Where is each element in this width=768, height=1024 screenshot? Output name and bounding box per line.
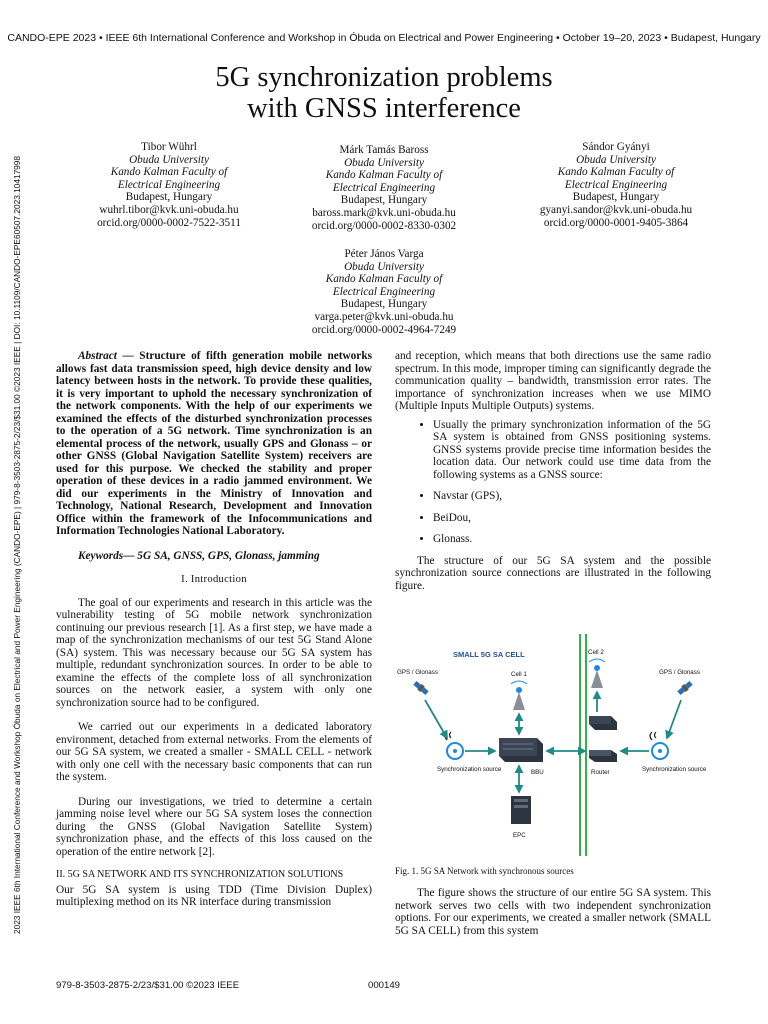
sync-source-label-right: Synchronization source <box>642 766 707 773</box>
author-city: Budapest, Hungary <box>340 194 428 207</box>
author-university: Obuda University <box>129 153 209 166</box>
author-faculty-line2: Electrical Engineering <box>117 178 221 191</box>
bullet-item: • Glonass. <box>433 533 711 546</box>
author-faculty-line1: Kando Kalman Faculty of <box>325 273 443 286</box>
side-doi-text: 2023 IEEE 6th International Conference and Workshop Óbuda on Electrical and Power Engineering (CANDO-EPE) | 979-8-3503-2875-2/23/$31.00 ©2023 IEEE | DOI: 10.1109/CANDO-EPE60507.2023.10417998 <box>12 155 22 935</box>
cell2-radio-unit-icon <box>589 716 617 730</box>
epc-label: EPC <box>513 832 526 839</box>
figure-title: SMALL 5G SA CELL <box>453 650 525 659</box>
bullet-item: • BeiDou, <box>433 512 711 525</box>
bullet-item: • Usually the primary synchronization information of the 5G SA system is obtained from GNSS positioning systems. GNSS systems provide precise time information besides the location data. Our network could use time data from the following systems as a GNSS source: <box>433 419 711 482</box>
author-orcid[interactable]: orcid.org/0000-0002-4964-7249 <box>311 323 457 336</box>
sync-source-label-left: Synchronization source <box>437 766 502 773</box>
author-faculty-line2: Electrical Engineering <box>332 181 436 194</box>
author-faculty-line1: Kando Kalman Faculty of <box>325 169 443 182</box>
author-name: Péter János Varga <box>344 248 424 260</box>
gnss-bullet-list <box>395 419 711 546</box>
cell2-label: Cell 2 <box>588 649 604 656</box>
epc-server-icon <box>511 796 531 824</box>
author-university: Obuda University <box>576 153 656 166</box>
author-email[interactable]: varga.peter@kvk.uni-obuda.hu <box>314 310 454 323</box>
right-paragraph-3: The figure shows the structure of our entire 5G SA system. This network serves two cells with two independent synchronization options. For our experiments, we created a smaller network (SMALL 5G SA CELL) from this system <box>395 887 711 937</box>
section2-paragraph: Our 5G SA system is using TDD (Time Division Duplex) multiplexing method on its NR interface during transmission <box>56 883 372 908</box>
author-faculty-line1: Kando Kalman Faculty of <box>110 166 228 179</box>
author-faculty-line2: Electrical Engineering <box>564 178 668 191</box>
title-line-1: 5G synchronization problems <box>215 62 553 93</box>
intro-paragraph-3: During our investigations, we tried to determine a certain jamming noise level where our 5G SA system loses the connection during the GNSS (Global Navigation Satellite System) synchronization phase, and the effects of this loss caused on the operation of the entire network [2]. <box>56 795 372 858</box>
footer-copyright: 979-8-3503-2875-2/23/$31.00 ©2023 IEEE <box>56 980 240 991</box>
author-orcid[interactable]: orcid.org/0000-0002-7522-3511 <box>97 216 241 229</box>
author-block-1 <box>64 141 274 229</box>
author-city: Budapest, Hungary <box>572 191 660 204</box>
author-orcid[interactable]: orcid.org/0000-0002-8330-0302 <box>311 219 457 232</box>
author-name: Márk Tamás Baross <box>339 144 429 156</box>
author-university: Obuda University <box>344 260 424 273</box>
side-doi-strip <box>10 130 24 960</box>
right-column-bottom <box>395 887 711 937</box>
footer-page-number: 000149 <box>368 980 401 991</box>
keywords: Keywords— 5G SA, GNSS, GPS, Glonass, jamming <box>78 549 320 562</box>
author-city: Budapest, Hungary <box>340 298 428 311</box>
network-diagram-figure <box>395 634 711 856</box>
figure-caption: Fig. 1. 5G SA Network with synchronous sources <box>395 866 574 876</box>
author-email[interactable]: wuhrl.tibor@kvk.uni-obuda.hu <box>99 203 239 216</box>
author-orcid[interactable]: orcid.org/0000-0001-9405-3864 <box>543 216 689 229</box>
bbu-device-icon <box>499 738 543 762</box>
section-heading-introduction: I. Introduction <box>181 574 247 585</box>
paper-title <box>0 62 768 124</box>
left-column <box>56 350 372 909</box>
conference-header: CANDO-EPE 2023 • IEEE 6th International Conference and Workshop in Óbuda on Electrical and Power Engineering • October 19–20, 2023 • Budapest, Hungary <box>7 32 761 44</box>
author-block-3 <box>511 141 721 229</box>
abstract-body: Structure of fifth generation mobile networks allows fast data transmission speed, high device density and low latency between hosts in the network. To provide these qualities, it is very important to uphold the necessary synchronization of the network components. With the help of our experiments we examined the effects of the disturbed synchronization processes to the operation of a 5G network. Time synchronization is an elemental process of the network, usually GPS and Glonass – or other GNSS (Global Navigation Satellite System) receivers are used for this purpose. We checked the stability and proper operation of these devices in a radio jammed environment. We did our experiments in the Ministry of Innovation and Technology, National Research, Development and Innovation Office within the framework of the Infocommunications and Information Technologies National Laboratory. <box>56 350 372 537</box>
author-block-2 <box>279 144 489 232</box>
bullet-item: • Navstar (GPS), <box>433 490 711 503</box>
intro-paragraph-1: The goal of our experiments and research in this article was the vulnerability testing of 5G mobile network synchronization continuing our previous research [1]. As a first step, we have made a map of the synchronization mechanisms of our test 5G Stand Alone (SA) system. This was necessary because our 5G SA system has multiple, redundant synchronization sources. In order to be able to examine the effects of the complete loss of all synchronization sources on the network easier, a system with only one synchronization source had to be configured. <box>56 596 372 709</box>
author-email[interactable]: baross.mark@kvk.uni-obuda.hu <box>312 206 456 219</box>
abstract <box>56 350 372 538</box>
author-city: Budapest, Hungary <box>125 191 213 204</box>
author-university: Obuda University <box>344 156 424 169</box>
bbu-label: BBU <box>531 769 544 776</box>
author-email[interactable]: gyanyi.sandor@kvk.uni-obuda.hu <box>539 203 693 216</box>
abstract-lead: Abstract — <box>78 350 134 362</box>
author-faculty-line2: Electrical Engineering <box>332 285 436 298</box>
author-name: Tibor Wührl <box>141 141 197 153</box>
author-name: Sándor Gyányi <box>582 141 650 153</box>
right-column <box>395 350 711 592</box>
intro-paragraph-2: We carried out our experiments in a dedicated laboratory environment, detached from external networks. From the elements of our 5G SA system, we created a smaller - SMALL CELL - network with only one cell with the necessary basic components that can run the system. <box>56 721 372 783</box>
cell1-label: Cell 1 <box>511 671 527 678</box>
router-device-icon <box>589 750 617 762</box>
author-block-4 <box>279 248 489 336</box>
right-paragraph-2: The structure of our 5G SA system and the possible synchronization source connections are illustrated in the following figure. <box>395 554 711 592</box>
title-line-2: with GNSS interference <box>247 93 521 124</box>
gps-label-right: GPS / Glonass <box>659 669 700 676</box>
author-faculty-line1: Kando Kalman Faculty of <box>557 166 675 179</box>
gps-label-left: GPS / Glonass <box>397 669 438 676</box>
router-label: Router <box>591 769 610 776</box>
right-paragraph-1: and reception, which means that both directions use the same radio spectrum. In this mode, improper timing can significantly degrade the communication quality – bandwidth, transmission error rates. The importance of synchronization increases when we use MIMO (Multiple Inputs Multiple Outputs) systems. <box>395 350 711 412</box>
section-heading-5g-sa: II. 5G SA NETWORK AND ITS SYNCHRONIZATION SOLUTIONS <box>56 869 344 880</box>
